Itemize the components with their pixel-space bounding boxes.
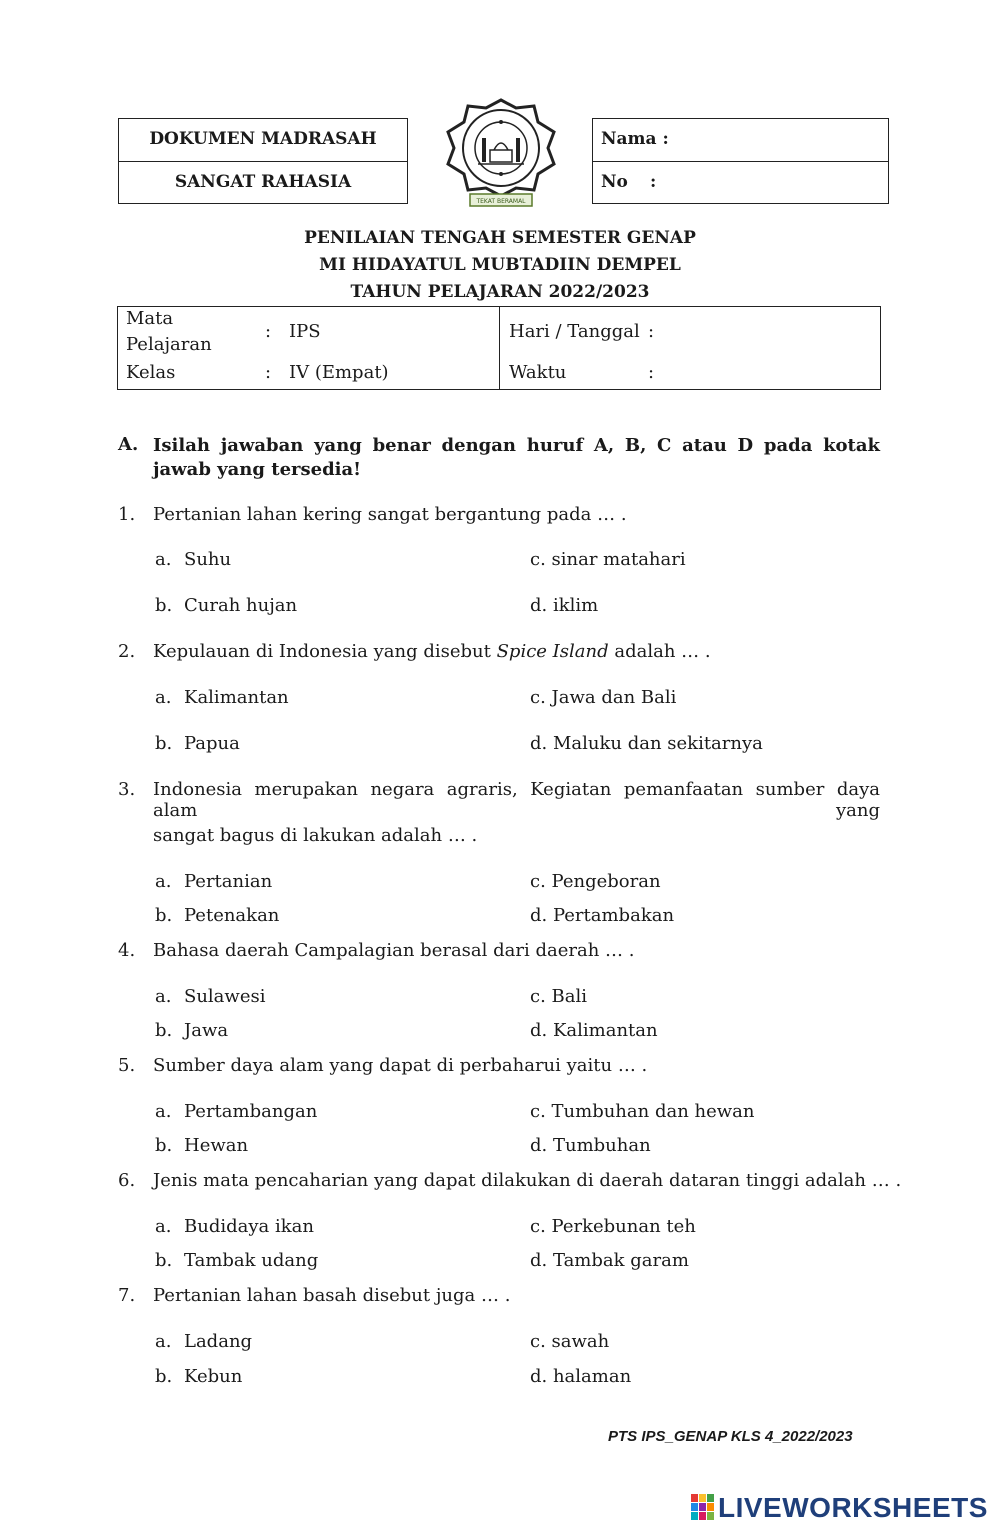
title-line-1: PENILAIAN TENGAH SEMESTER GENAP bbox=[304, 228, 696, 248]
option-letter-a: a. bbox=[155, 986, 172, 1007]
question-7-text: Pertanian lahan basah disebut juga … . bbox=[153, 1285, 511, 1306]
logo-banner-text: TEKAT BERAMAL bbox=[476, 198, 526, 205]
question-3-option-d: d. Pertambakan bbox=[530, 905, 675, 926]
mapel-value: IPS bbox=[289, 321, 321, 342]
question-4-option-b: Jawa bbox=[184, 1020, 229, 1041]
option-letter-b: b. bbox=[155, 905, 173, 926]
question-2-text-italic: Spice Island bbox=[496, 641, 609, 662]
info-table-divider bbox=[499, 307, 500, 389]
question-5-option-a: Pertambangan bbox=[184, 1101, 318, 1122]
section-instruction: Isilah jawaban yang benar dengan huruf A, B, C atau D pada kotak jawab yang tersedia! bbox=[153, 435, 880, 480]
section-letter: A. bbox=[118, 434, 139, 455]
question-3-option-a: Pertanian bbox=[184, 871, 273, 892]
title-line-2: MI HIDAYATUL MUBTADIIN DEMPEL bbox=[319, 255, 681, 275]
option-letter-a: a. bbox=[155, 1101, 172, 1122]
question-2-option-a: Kalimantan bbox=[184, 687, 289, 708]
no-label: No bbox=[601, 172, 628, 192]
nama-label: Nama : bbox=[601, 129, 669, 149]
question-1-option-a: Suhu bbox=[184, 549, 232, 570]
mapel-colon: : bbox=[265, 321, 272, 342]
no-colon: : bbox=[650, 172, 657, 192]
waktu-label: Waktu bbox=[509, 362, 567, 383]
question-5-text: Sumber daya alam yang dapat di perbaharui yaitu … . bbox=[153, 1055, 648, 1076]
question-7-option-b: Kebun bbox=[184, 1366, 243, 1387]
question-3-option-c: c. Pengeboran bbox=[530, 871, 661, 892]
option-letter-a: a. bbox=[155, 1331, 172, 1352]
option-letter-b: b. bbox=[155, 1366, 173, 1387]
question-3-text-line1: Indonesia merupakan negara agraris, Kegiatan pemanfaatan sumber daya alam yang bbox=[153, 779, 880, 821]
question-3-number: 3. bbox=[118, 779, 136, 800]
waktu-colon: : bbox=[648, 362, 655, 383]
question-2-option-b: Papua bbox=[184, 733, 240, 754]
option-letter-b: b. bbox=[155, 1250, 173, 1271]
option-letter-a: a. bbox=[155, 871, 172, 892]
hari-colon: : bbox=[648, 321, 655, 342]
question-1-number: 1. bbox=[118, 504, 136, 525]
question-1-text: Pertanian lahan kering sangat bergantung pada … . bbox=[153, 504, 627, 525]
kelas-value: IV (Empat) bbox=[289, 362, 389, 383]
question-1-option-c: c. sinar matahari bbox=[530, 549, 686, 570]
option-letter-b: b. bbox=[155, 1135, 173, 1156]
hari-label: Hari / Tanggal bbox=[509, 321, 640, 342]
question-6-option-c: c. Perkebunan teh bbox=[530, 1216, 696, 1237]
question-2-text bbox=[153, 641, 711, 662]
header-sangat-rahasia: SANGAT RAHASIA bbox=[174, 172, 352, 192]
option-letter-b: b. bbox=[155, 733, 173, 754]
question-5-option-d: d. Tumbuhan bbox=[530, 1135, 651, 1156]
question-6-text: Jenis mata pencaharian yang dapat dilakukan di daerah dataran tinggi adalah … . bbox=[153, 1170, 902, 1191]
question-6-option-d: d. Tambak garam bbox=[530, 1250, 689, 1271]
question-4-option-c: c. Bali bbox=[530, 986, 587, 1007]
question-1-option-d: d. iklim bbox=[530, 595, 599, 616]
question-4-option-d: d. Kalimantan bbox=[530, 1020, 658, 1041]
question-4-option-a: Sulawesi bbox=[184, 986, 266, 1007]
option-letter-a: a. bbox=[155, 1216, 172, 1237]
header-dokumen-madrasah: DOKUMEN MADRASAH bbox=[149, 129, 377, 149]
question-3-text-line2: sangat bagus di lakukan adalah … . bbox=[153, 825, 478, 846]
question-4-text: Bahasa daerah Campalagian berasal dari daerah … . bbox=[153, 940, 635, 961]
question-2-text-before: Kepulauan di Indonesia yang disebut bbox=[153, 641, 497, 662]
school-logo bbox=[438, 98, 564, 210]
option-letter-b: b. bbox=[155, 1020, 173, 1041]
question-6-option-b: Tambak udang bbox=[184, 1250, 319, 1271]
mapel-label-2: Pelajaran bbox=[126, 334, 212, 355]
kelas-colon: : bbox=[265, 362, 272, 383]
question-2-number: 2. bbox=[118, 641, 136, 662]
school-seal-icon bbox=[438, 98, 564, 210]
question-2-text-after: adalah … . bbox=[608, 641, 711, 662]
question-7-option-c: c. sawah bbox=[530, 1331, 610, 1352]
question-2-option-c: c. Jawa dan Bali bbox=[530, 687, 677, 708]
question-4-number: 4. bbox=[118, 940, 136, 961]
question-6-number: 6. bbox=[118, 1170, 136, 1191]
option-letter-a: a. bbox=[155, 549, 172, 570]
option-letter-a: a. bbox=[155, 687, 172, 708]
title-line-3: TAHUN PELAJARAN 2022/2023 bbox=[350, 282, 650, 302]
question-7-option-a: Ladang bbox=[184, 1331, 253, 1352]
option-letter-b: b. bbox=[155, 595, 173, 616]
liveworksheets-brand-text: LIVEWORKSHEETS bbox=[718, 1492, 988, 1523]
question-6-option-a: Budidaya ikan bbox=[184, 1216, 314, 1237]
question-2-option-d: d. Maluku dan sekitarnya bbox=[530, 733, 763, 754]
footer-document-code: PTS IPS_GENAP KLS 4_2022/2023 bbox=[608, 1428, 853, 1445]
question-5-number: 5. bbox=[118, 1055, 136, 1076]
question-5-option-b: Hewan bbox=[184, 1135, 249, 1156]
question-3-option-b: Petenakan bbox=[184, 905, 280, 926]
question-7-number: 7. bbox=[118, 1285, 136, 1306]
mapel-label-1: Mata bbox=[126, 308, 174, 329]
liveworksheets-brand[interactable] bbox=[690, 1492, 988, 1524]
header-right-divider bbox=[593, 161, 888, 162]
question-1-option-b: Curah hujan bbox=[184, 595, 298, 616]
question-7-option-d: d. halaman bbox=[530, 1366, 632, 1387]
info-table bbox=[117, 306, 881, 390]
liveworksheets-logo-icon bbox=[690, 1493, 716, 1523]
kelas-label: Kelas bbox=[126, 362, 176, 383]
question-5-option-c: c. Tumbuhan dan hewan bbox=[530, 1101, 755, 1122]
